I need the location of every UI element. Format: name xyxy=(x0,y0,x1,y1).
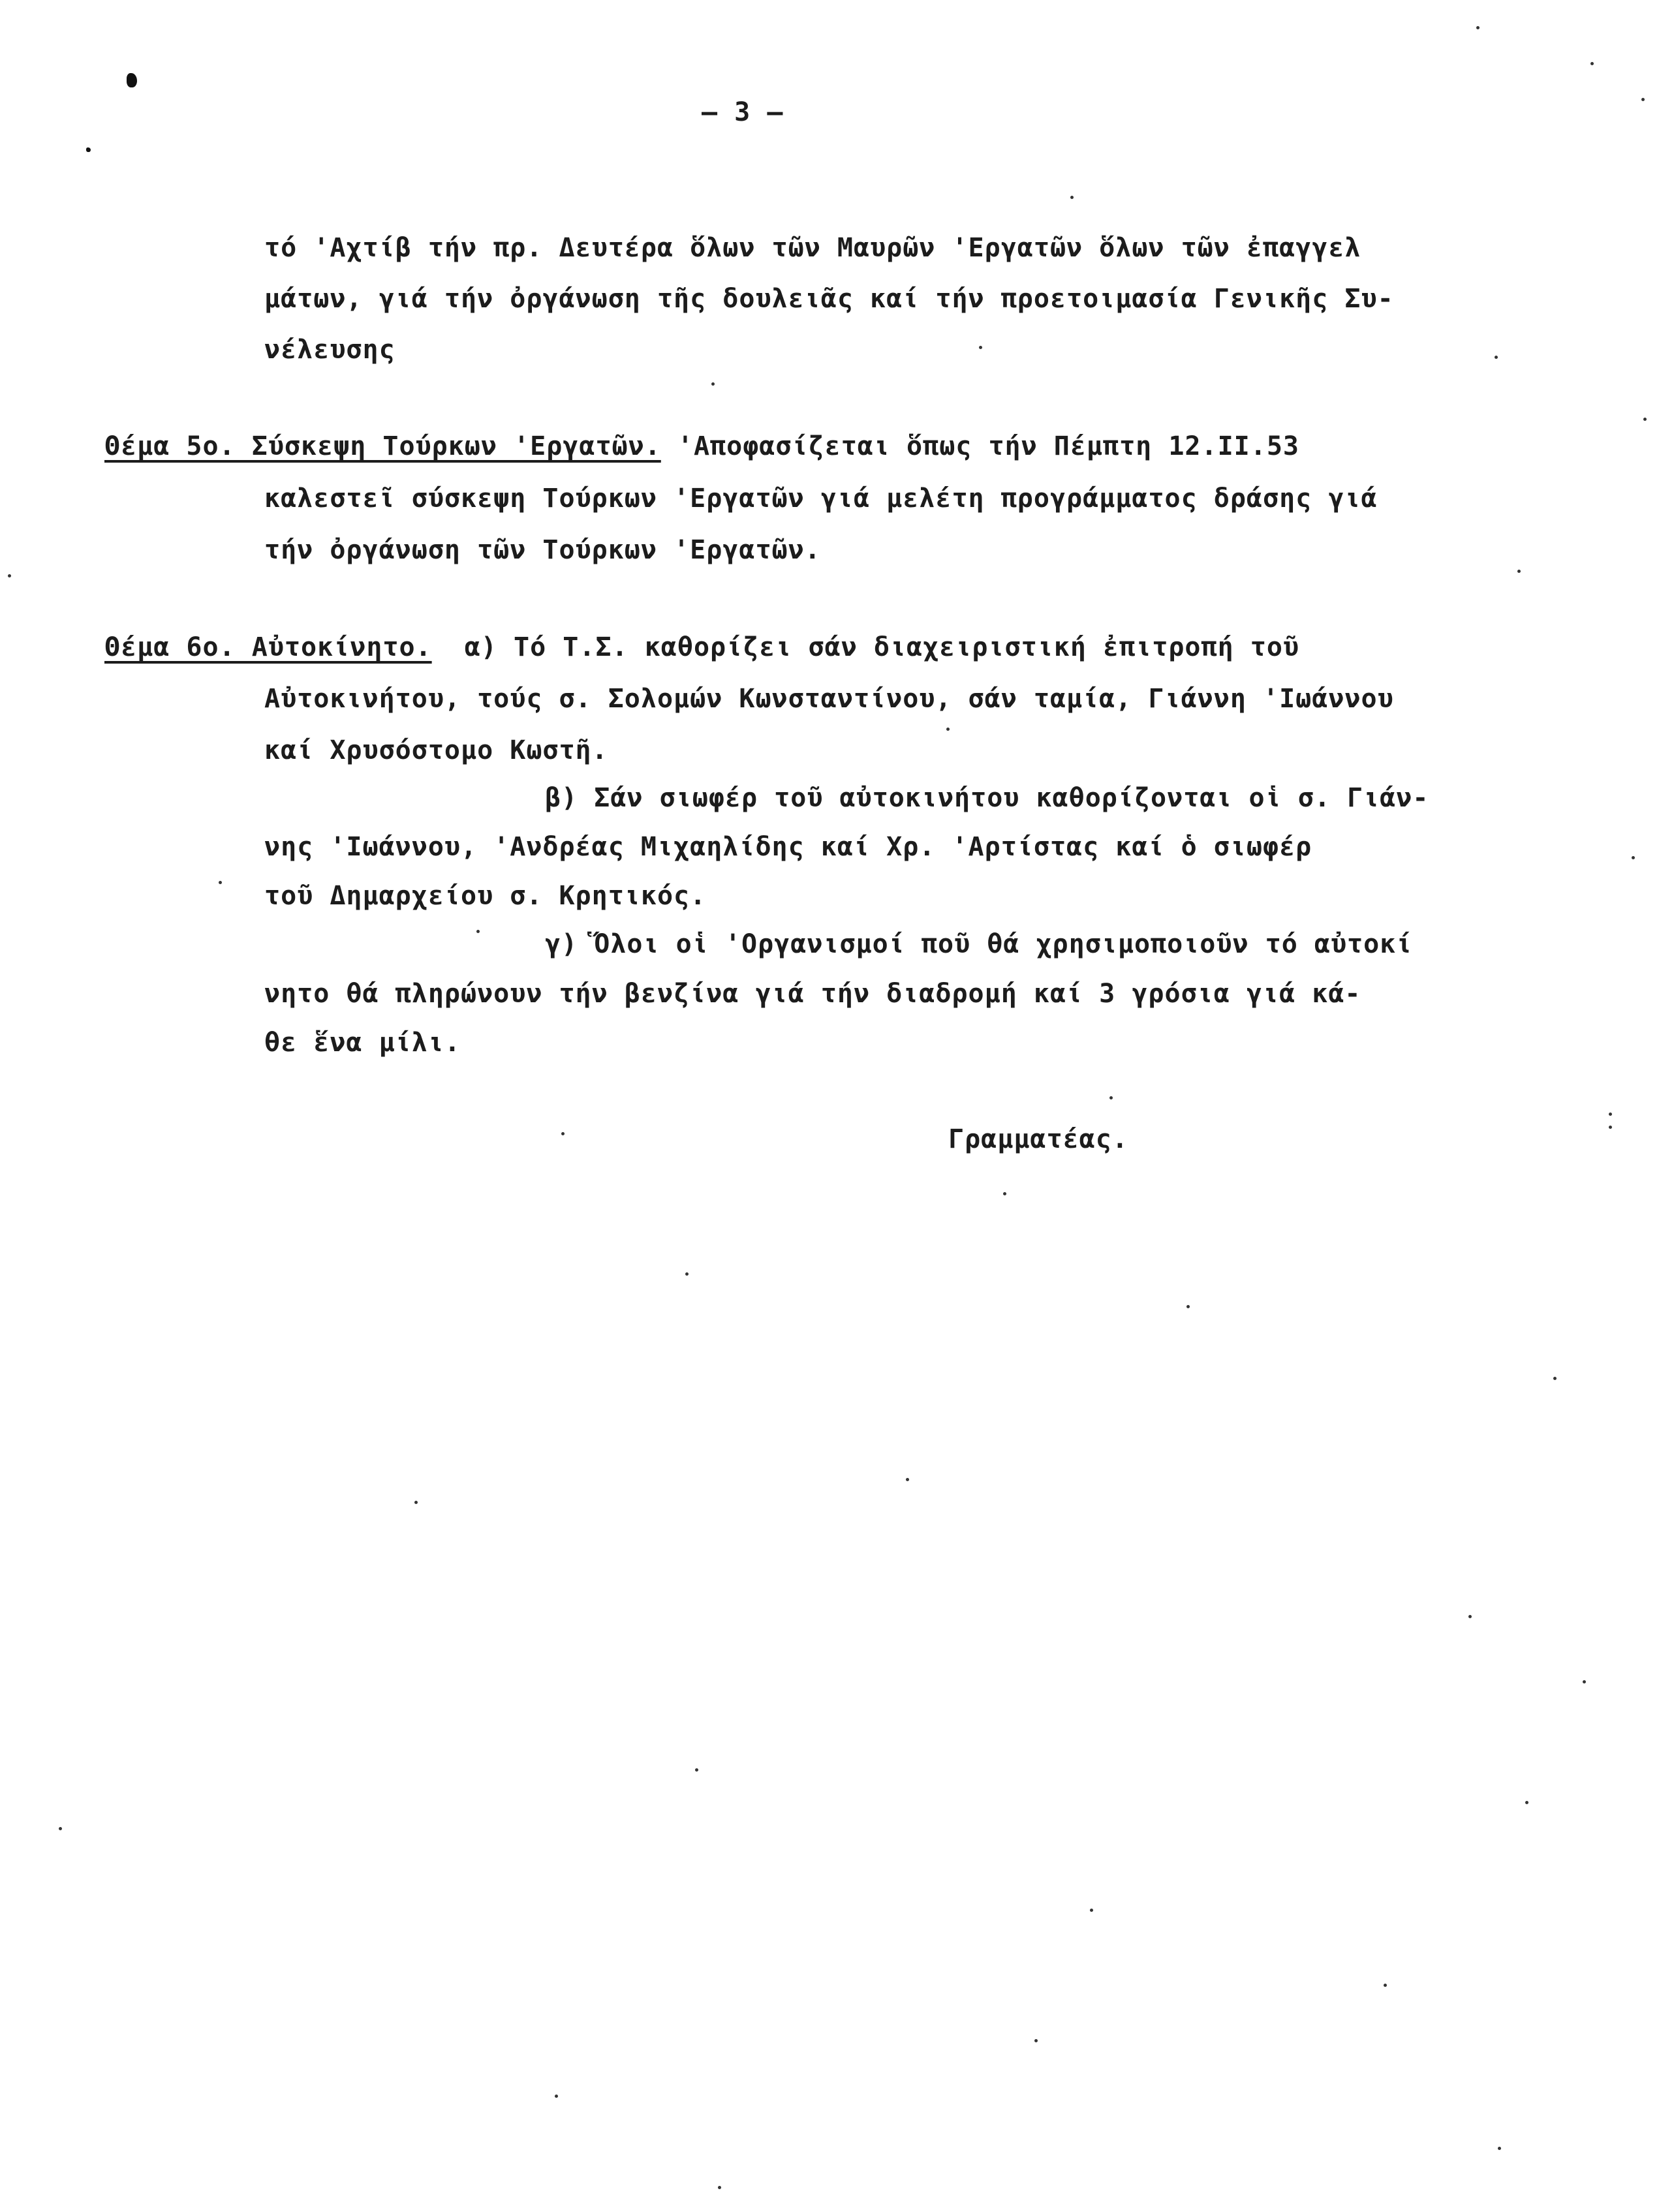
scan-speck xyxy=(1643,418,1647,421)
scan-speck xyxy=(1609,1113,1612,1116)
ink-blot xyxy=(127,73,137,87)
text-line: θε ἕνα μίλι. xyxy=(264,1028,461,1058)
text-line: β) Σάν σιωφέρ τοῦ αὐτοκινήτου καθορίζονται οἱ σ. Γιάν- xyxy=(545,783,1429,813)
scan-speck xyxy=(561,1132,565,1135)
theme5-first-line-text: 'Αποφασίζεται ὅπως τήν Πέμπτη 12.II.53 xyxy=(660,431,1299,461)
text-line: καί Χρυσόστομο Κωστῆ. xyxy=(264,735,608,765)
scan-speck xyxy=(695,1768,698,1772)
text-line: νης 'Ιωάννου, 'Ανδρέας Μιχαηλίδης καί Χρ. 'Αρτίστας καί ὁ σιωφέρ xyxy=(264,832,1312,862)
scan-speck xyxy=(685,1272,689,1276)
ink-blot xyxy=(86,147,91,152)
text-line: μάτων, γιά τήν ὀργάνωση τῆς δουλειᾶς καί τήν προετοιμασία Γενικῆς Συ- xyxy=(264,284,1394,314)
scan-speck xyxy=(1003,1192,1006,1195)
text-line: τήν ὀργάνωση τῶν Τούρκων 'Εργατῶν. xyxy=(264,535,821,565)
scan-speck xyxy=(1590,62,1594,65)
scan-speck xyxy=(476,930,480,933)
text-line: τό 'Αχτίβ τήν πρ. Δευτέρα ὅλων τῶν Μαυρῶν 'Εργατῶν ὅλων τῶν ἐπαγγελ xyxy=(264,233,1361,263)
scan-speck xyxy=(1476,26,1480,29)
text-line: νητο θά πληρώνουν τήν βενζίνα γιά τήν διαδρομή καί 3 γρόσια γιά κά- xyxy=(264,979,1361,1009)
scan-speck xyxy=(1034,2039,1038,2042)
scan-speck xyxy=(1641,98,1645,101)
scan-speck xyxy=(979,346,982,349)
scan-speck xyxy=(946,728,950,731)
scan-speck xyxy=(555,2095,558,2098)
theme6-first-line xyxy=(104,634,1299,660)
scan-speck xyxy=(1109,1096,1113,1099)
scan-speck xyxy=(1632,856,1635,859)
scan-speck xyxy=(1553,1377,1557,1380)
scan-speck xyxy=(1070,196,1074,199)
scan-speck xyxy=(414,1501,418,1504)
scan-speck xyxy=(59,1827,62,1830)
scan-speck xyxy=(219,881,222,884)
theme5-first-line xyxy=(104,433,1299,459)
text-line: Αὐτοκινήτου, τούς σ. Σολομών Κωνσταντίνου, σάν ταμία, Γιάννη 'Ιωάννου xyxy=(264,684,1394,714)
scan-speck xyxy=(711,382,715,386)
scan-speck xyxy=(1525,1801,1528,1804)
signature: Γραμματέας. xyxy=(948,1124,1128,1154)
text-line: γ) Ὅλοι οἱ 'Οργανισμοί ποῦ θά χρησιμοποιοῦν τό αὐτοκί xyxy=(545,929,1413,959)
scan-speck xyxy=(1498,2147,1501,2150)
scan-speck xyxy=(1495,356,1498,359)
theme5-heading: Θέμα 5ο. Σύσκεψη Τούρκων 'Εργατῶν. xyxy=(104,431,661,461)
scan-speck xyxy=(1609,1126,1612,1129)
theme6-heading: Θέμα 6ο. Αὐτοκίνητο. xyxy=(104,632,432,662)
text-line: καλεστεῖ σύσκεψη Τούρκων 'Εργατῶν γιά μελέτη προγράμματος δράσης γιά xyxy=(264,484,1378,514)
scan-speck xyxy=(906,1478,909,1481)
scan-speck xyxy=(718,2186,721,2189)
scan-speck xyxy=(1583,1680,1586,1683)
text-line: νέλευσης xyxy=(264,335,395,365)
scan-speck xyxy=(1090,1909,1093,1912)
scan-speck xyxy=(1468,1615,1472,1618)
theme6-first-line-text: α) Τό Τ.Σ. καθορίζει σάν διαχειριστική ἐπιτροπή τοῦ xyxy=(431,632,1299,662)
scan-speck xyxy=(1186,1305,1190,1308)
text-line: τοῦ Δημαρχείου σ. Κρητικός. xyxy=(264,881,707,911)
page-number: – 3 – xyxy=(702,97,784,127)
scan-speck xyxy=(1384,1984,1387,1987)
scan-speck xyxy=(8,574,11,577)
scan-speck xyxy=(1517,570,1521,573)
